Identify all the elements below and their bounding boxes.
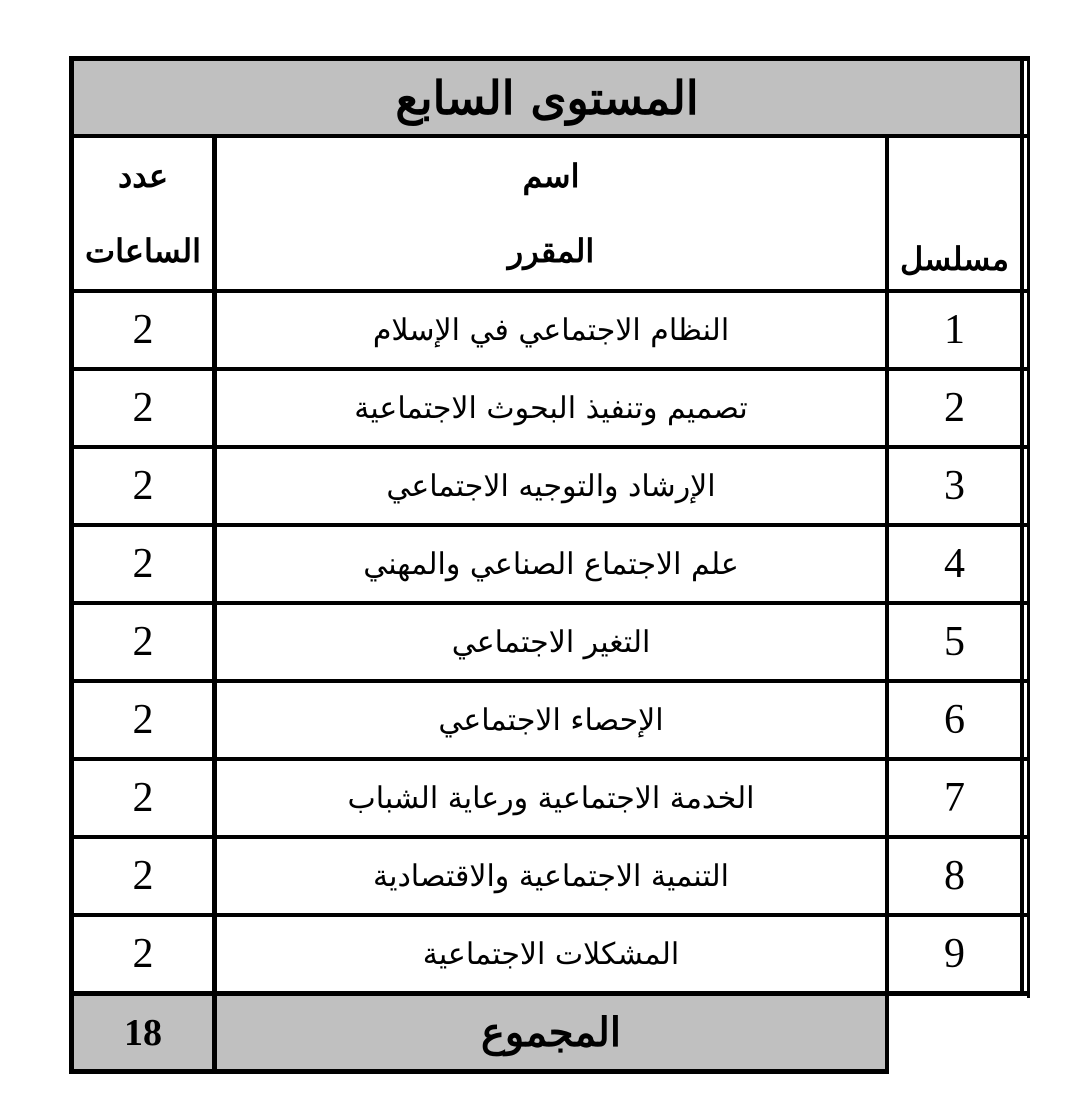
row-serial: 1 [944,307,965,353]
row-hours: 2 [132,853,154,899]
row-serial: 3 [944,463,965,509]
row-course-name: تصميم وتنفيذ البحوث الاجتماعية [354,390,748,426]
row-serial: 2 [944,385,965,431]
row-hours: 2 [132,463,154,509]
row-serial: 6 [944,697,965,743]
row-course-name: الخدمة الاجتماعية ورعاية الشباب [347,780,755,816]
row-serial: 8 [944,853,965,899]
row-hours: 2 [132,619,154,665]
row-course-name: النظام الاجتماعي في الإسلام [372,312,730,348]
border-total-bottom [69,1069,888,1074]
row-course-name: علم الاجتماع الصناعي والمهني [363,546,739,582]
row-hours: 2 [132,385,154,431]
row-course-name: الإحصاء الاجتماعي [438,702,664,738]
header-course-line2: المقرر [507,232,595,271]
header-hours-line1: عدد [117,156,169,195]
header-serial [889,138,1020,289]
header-serial-label: مسلسل [899,240,1010,278]
row-serial: 4 [944,541,965,587]
border-right [1020,56,1024,996]
header-course-line1: اسم [522,156,580,195]
row-hours: 2 [132,697,154,743]
row-course-name: المشكلات الاجتماعية [422,936,680,972]
row-course-name: الإرشاد والتوجيه الاجتماعي [386,468,716,504]
border-right-outer [1027,56,1030,998]
header-hours [74,138,212,289]
header-hours-line2: الساعات [85,232,201,271]
row-course-name: التنمية الاجتماعية والاقتصادية [373,858,729,894]
row-hours: 2 [132,775,154,821]
row-serial: 9 [944,931,965,977]
row-serial: 7 [944,775,965,821]
table-title: المستوى السابع [395,70,699,125]
row-course-name: التغير الاجتماعي [451,624,651,660]
total-label: المجموع [481,1009,621,1056]
row-serial: 5 [944,619,965,665]
row-hours: 2 [132,307,154,353]
row-hours: 2 [132,931,154,977]
header-course [217,138,885,289]
total-hours: 18 [124,1011,162,1054]
row-hours: 2 [132,541,154,587]
